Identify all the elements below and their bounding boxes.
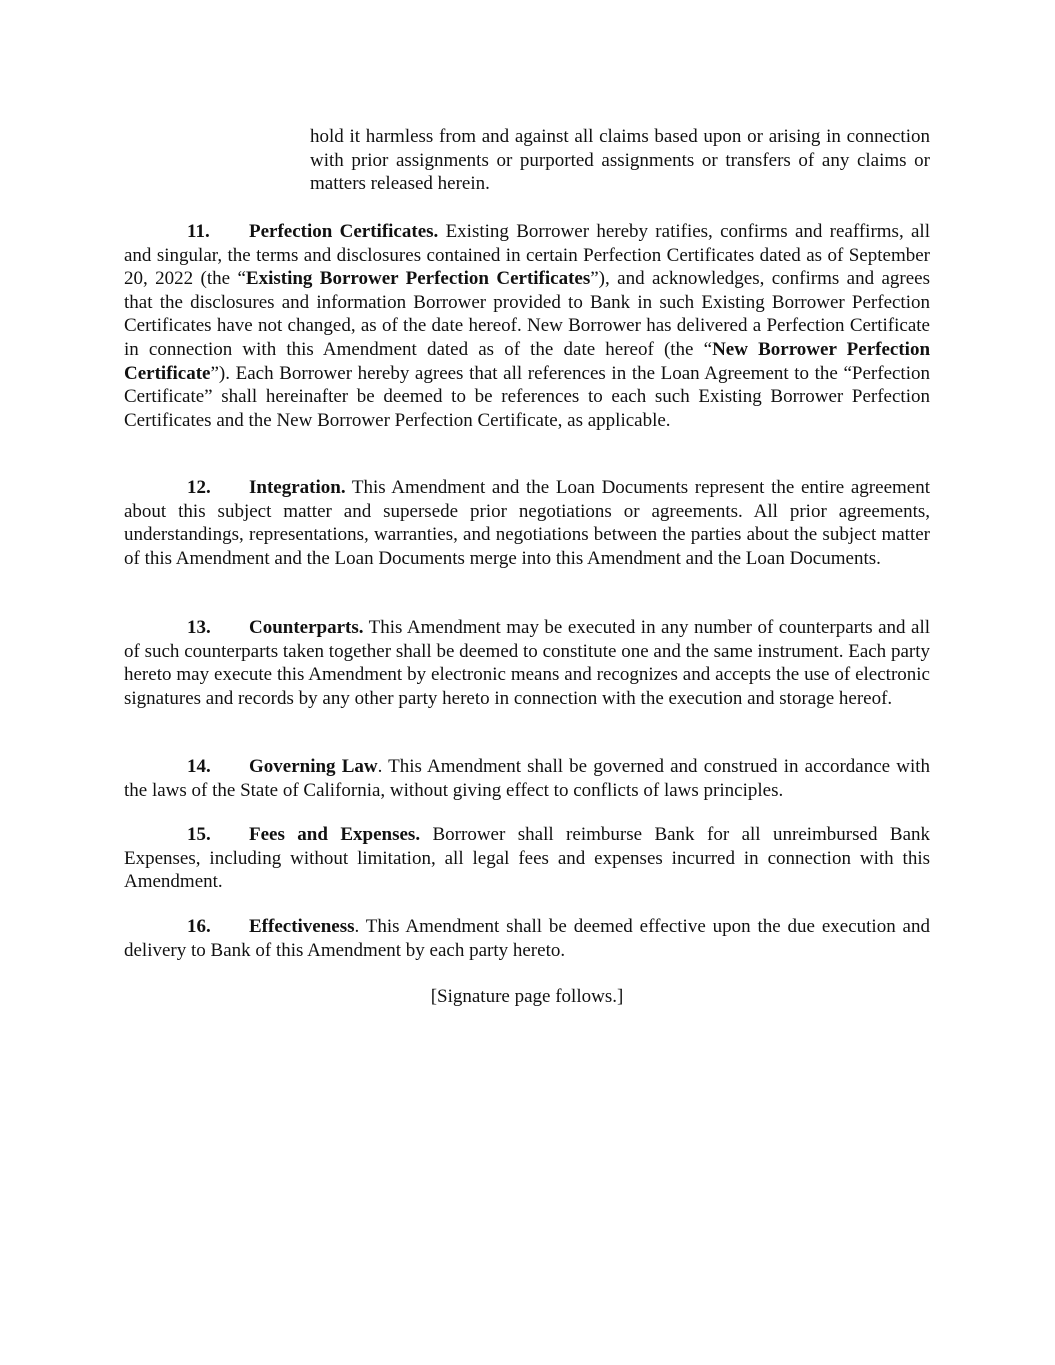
section-body: This Amendment and the Loan Documents represent the entire agreement about this subject matter and supersede prior negotiations or agreements. All prior agreements, understandings, representations, warranties, and negotiations between the parties about the subject matter of this Amendment and the Loan Documents merge into this Amendment and the Loan Documents. <box>124 477 930 569</box>
section-number: 12. <box>187 477 211 498</box>
section-13-counterparts <box>124 616 930 710</box>
signature-page-note: [Signature page follows.] <box>430 986 624 1007</box>
continuation-paragraph: hold it harmless from and against all claims based upon or arising in connection with prior assignments or purported assignments or transfers of any claims or matters released herein. <box>310 126 930 195</box>
section-heading: Effectiveness <box>249 916 355 937</box>
section-heading: Governing Law <box>249 756 378 777</box>
section-heading: Fees and Expenses. <box>249 824 421 845</box>
section-body: Borrower shall reimburse Bank for all unreimbursed Bank Expenses, including without limitation, all legal fees and expenses incurred in connection with this Amendment. <box>124 824 930 893</box>
defined-term: New Borrower Perfection Certificate <box>124 338 931 384</box>
section-16-effectiveness <box>124 915 930 962</box>
section-12-integration <box>124 476 930 570</box>
section-heading: Integration. <box>249 477 346 498</box>
section-number: 13. <box>187 617 211 638</box>
section-body: Existing Borrower hereby ratifies, confirms and reaffirms, all and singular, the terms and disclosures contained in certain Perfection Certificates dated as of September 20, 2022 (the “ <box>124 221 930 290</box>
section-heading: Counterparts. <box>249 617 364 638</box>
section-11-perfection-certificates <box>124 220 930 432</box>
section-body: . This Amendment shall be governed and construed in accordance with the laws of the State of California, without giving effect to conflicts of laws principles. <box>124 756 930 801</box>
section-body: This Amendment may be executed in any number of counterparts and all of such counterparts taken together shall be deemed to constitute one and the same instrument. Each party hereto may execute this Amendment by electronic means and recognizes and accepts the use of electronic signatures and records by any other party hereto in connection with the execution and storage hereof. <box>124 617 930 709</box>
section-15-fees-and-expenses <box>124 823 930 894</box>
defined-term: Existing Borrower Perfection Certificates <box>245 268 591 290</box>
section-body: . This Amendment shall be deemed effective upon the due execution and delivery to Bank of this Amendment by each party hereto. <box>124 916 930 961</box>
section-number: 16. <box>187 916 211 937</box>
section-body: ”), and acknowledges, confirms and agrees that the disclosures and information Borrower provided to Bank in such Existing Borrower Perfection Certificates have not changed, as of the date hereof. New Borrower has delivered a Perfection Certificate in connection with this Amendment dated as of the date hereof (the “ <box>124 268 931 360</box>
section-14-governing-law <box>124 755 930 802</box>
section-number: 11. <box>187 221 210 242</box>
section-number: 15. <box>187 824 211 845</box>
section-heading: Perfection Certificates. <box>249 221 439 242</box>
section-number: 14. <box>187 756 211 777</box>
section-body: ”). Each Borrower hereby agrees that all references in the Loan Agreement to the “Perfection Certificate” shall hereinafter be deemed to be references to each such Existing Borrower Perfection Certificates and the New Borrower Perfection Certificate, as applicable. <box>124 362 930 431</box>
